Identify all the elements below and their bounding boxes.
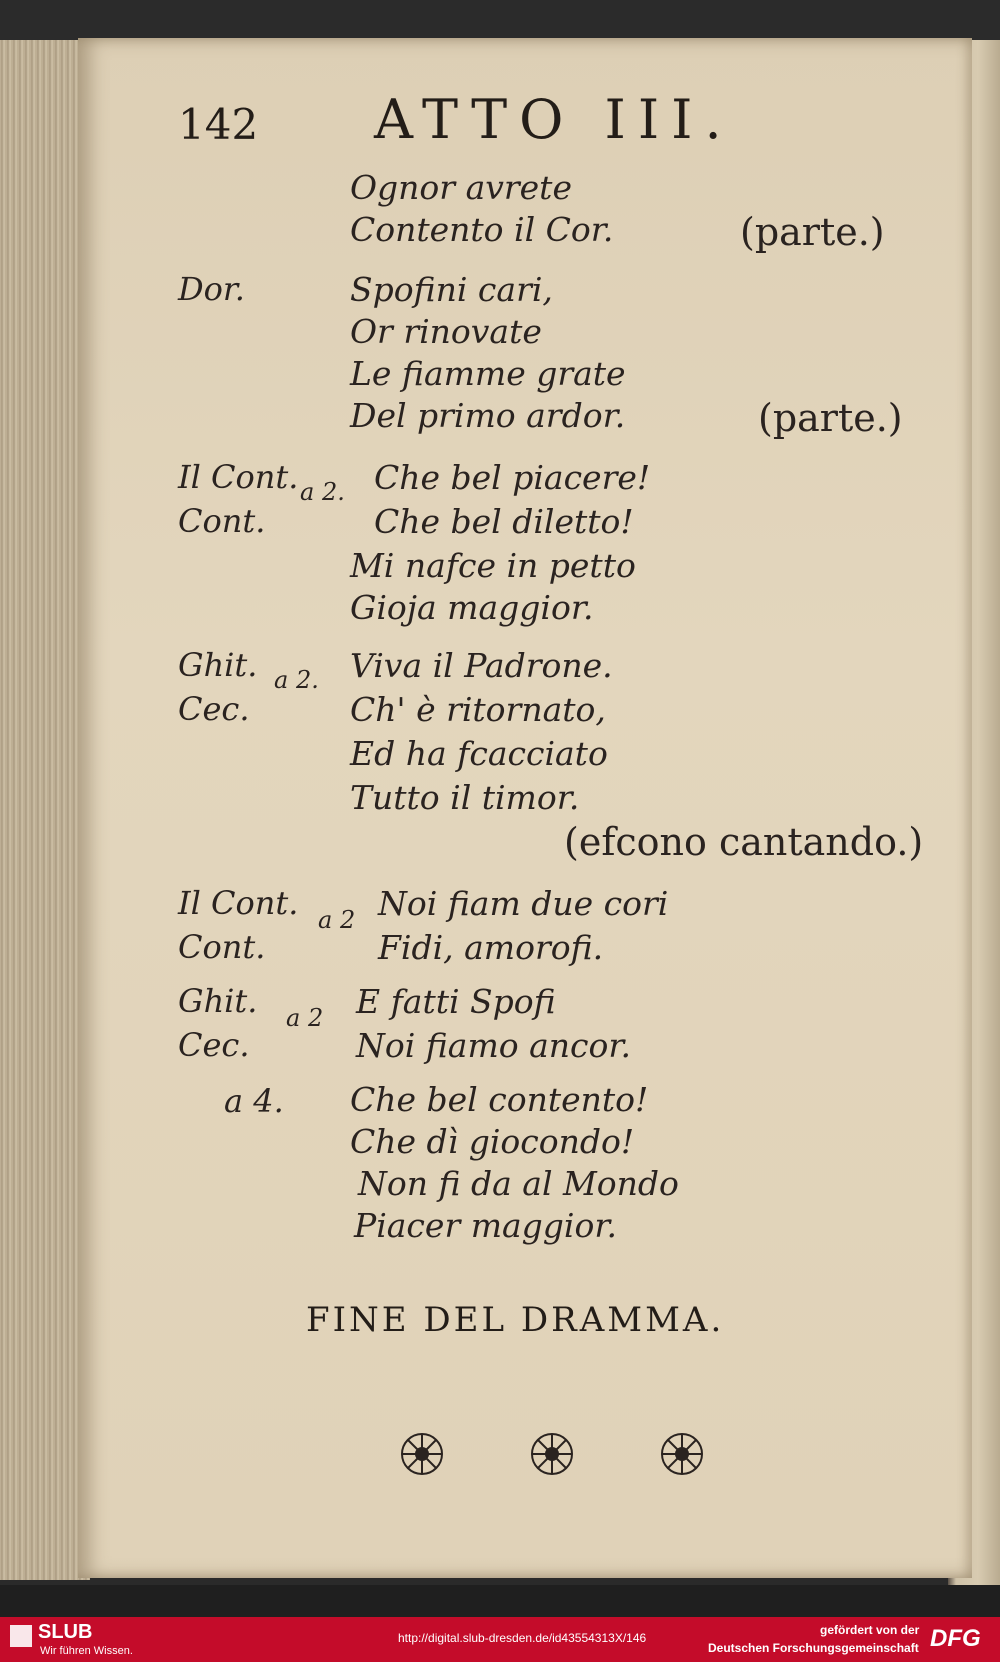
page-header: ATTO III.	[374, 88, 734, 151]
source-url-link[interactable]: http://digital.slub-dresden.de/id43554313X/146	[398, 1631, 647, 1645]
verse-line: Ed ha fcacciato	[350, 734, 608, 773]
stage-direction: (parte.)	[740, 210, 885, 254]
verse-line: Noi fiamo ancor.	[356, 1026, 632, 1065]
verse-line: Ch' è ritornato,	[350, 690, 606, 729]
verse-line: Che dì giocondo!	[350, 1122, 635, 1161]
bracket-label: a 2	[318, 906, 356, 934]
speaker-label: Cec.	[178, 1026, 250, 1064]
bracket-label: a 2.	[274, 666, 319, 694]
funding-line-2: Deutschen Forschungsgemeinschaft	[708, 1641, 919, 1655]
speaker-label: Dor.	[178, 270, 245, 308]
verse-line: Che bel contento!	[350, 1080, 649, 1119]
speaker-label: Il Cont.	[178, 884, 299, 922]
page-number: 142	[178, 100, 259, 149]
verse-line: Mi nafce in petto	[350, 546, 636, 585]
verse-line: Del primo ardor.	[350, 396, 626, 435]
footer-bar	[0, 1617, 1000, 1662]
verse-line: Or rinovate	[350, 312, 542, 351]
verse-line: Spofini cari,	[350, 270, 553, 309]
speaker-label: Ghit.	[178, 646, 258, 684]
speaker-label: Cec.	[178, 690, 250, 728]
dfg-logo-link[interactable]: DFG	[930, 1625, 981, 1652]
closing-title: FINE DEL DRAMMA.	[306, 1300, 725, 1340]
verse-line: Che bel piacere!	[374, 458, 651, 497]
book-page	[78, 38, 972, 1578]
speaker-label: Cont.	[178, 502, 266, 540]
verse-line: Che bel diletto!	[374, 502, 634, 541]
verse-line: Ognor avrete	[350, 168, 572, 207]
ornaments	[396, 1426, 726, 1482]
verse-line: Fidi, amorofi.	[378, 928, 604, 967]
verse-line: Tutto il timor.	[350, 778, 580, 817]
verse-line: Non fi da al Mondo	[358, 1164, 679, 1203]
speaker-label: Ghit.	[178, 982, 258, 1020]
funding-line-1: gefördert von der	[820, 1623, 920, 1637]
verse-line: Noi fiam due cori	[378, 884, 669, 923]
verse-line: Piacer maggior.	[354, 1206, 617, 1245]
flower-ornament-icon	[402, 1434, 442, 1474]
slub-logo-icon	[10, 1625, 32, 1647]
slub-tagline: Wir führen Wissen.	[40, 1645, 133, 1657]
slub-logo-link[interactable]: SLUB	[38, 1621, 93, 1643]
verse-line: Viva il Padrone.	[350, 646, 613, 685]
speaker-label: a 4.	[224, 1082, 284, 1120]
verse-line: Contento il Cor.	[350, 210, 614, 249]
flower-ornament-icon	[662, 1434, 702, 1474]
verse-line: E fatti Spofi	[356, 982, 556, 1021]
speaker-label: Il Cont.	[178, 458, 299, 496]
bracket-label: a 2.	[300, 478, 345, 506]
book-page-edges-left	[0, 40, 90, 1580]
flower-ornament-icon	[532, 1434, 572, 1474]
speaker-label: Cont.	[178, 928, 266, 966]
stage-direction: (efcono cantando.)	[564, 820, 924, 864]
verse-line: Gioja maggior.	[350, 588, 594, 627]
scan-background-bottom	[0, 1585, 1000, 1617]
bracket-label: a 2	[286, 1004, 324, 1032]
verse-line: Le fiamme grate	[350, 354, 626, 393]
stage-direction: (parte.)	[758, 396, 903, 440]
